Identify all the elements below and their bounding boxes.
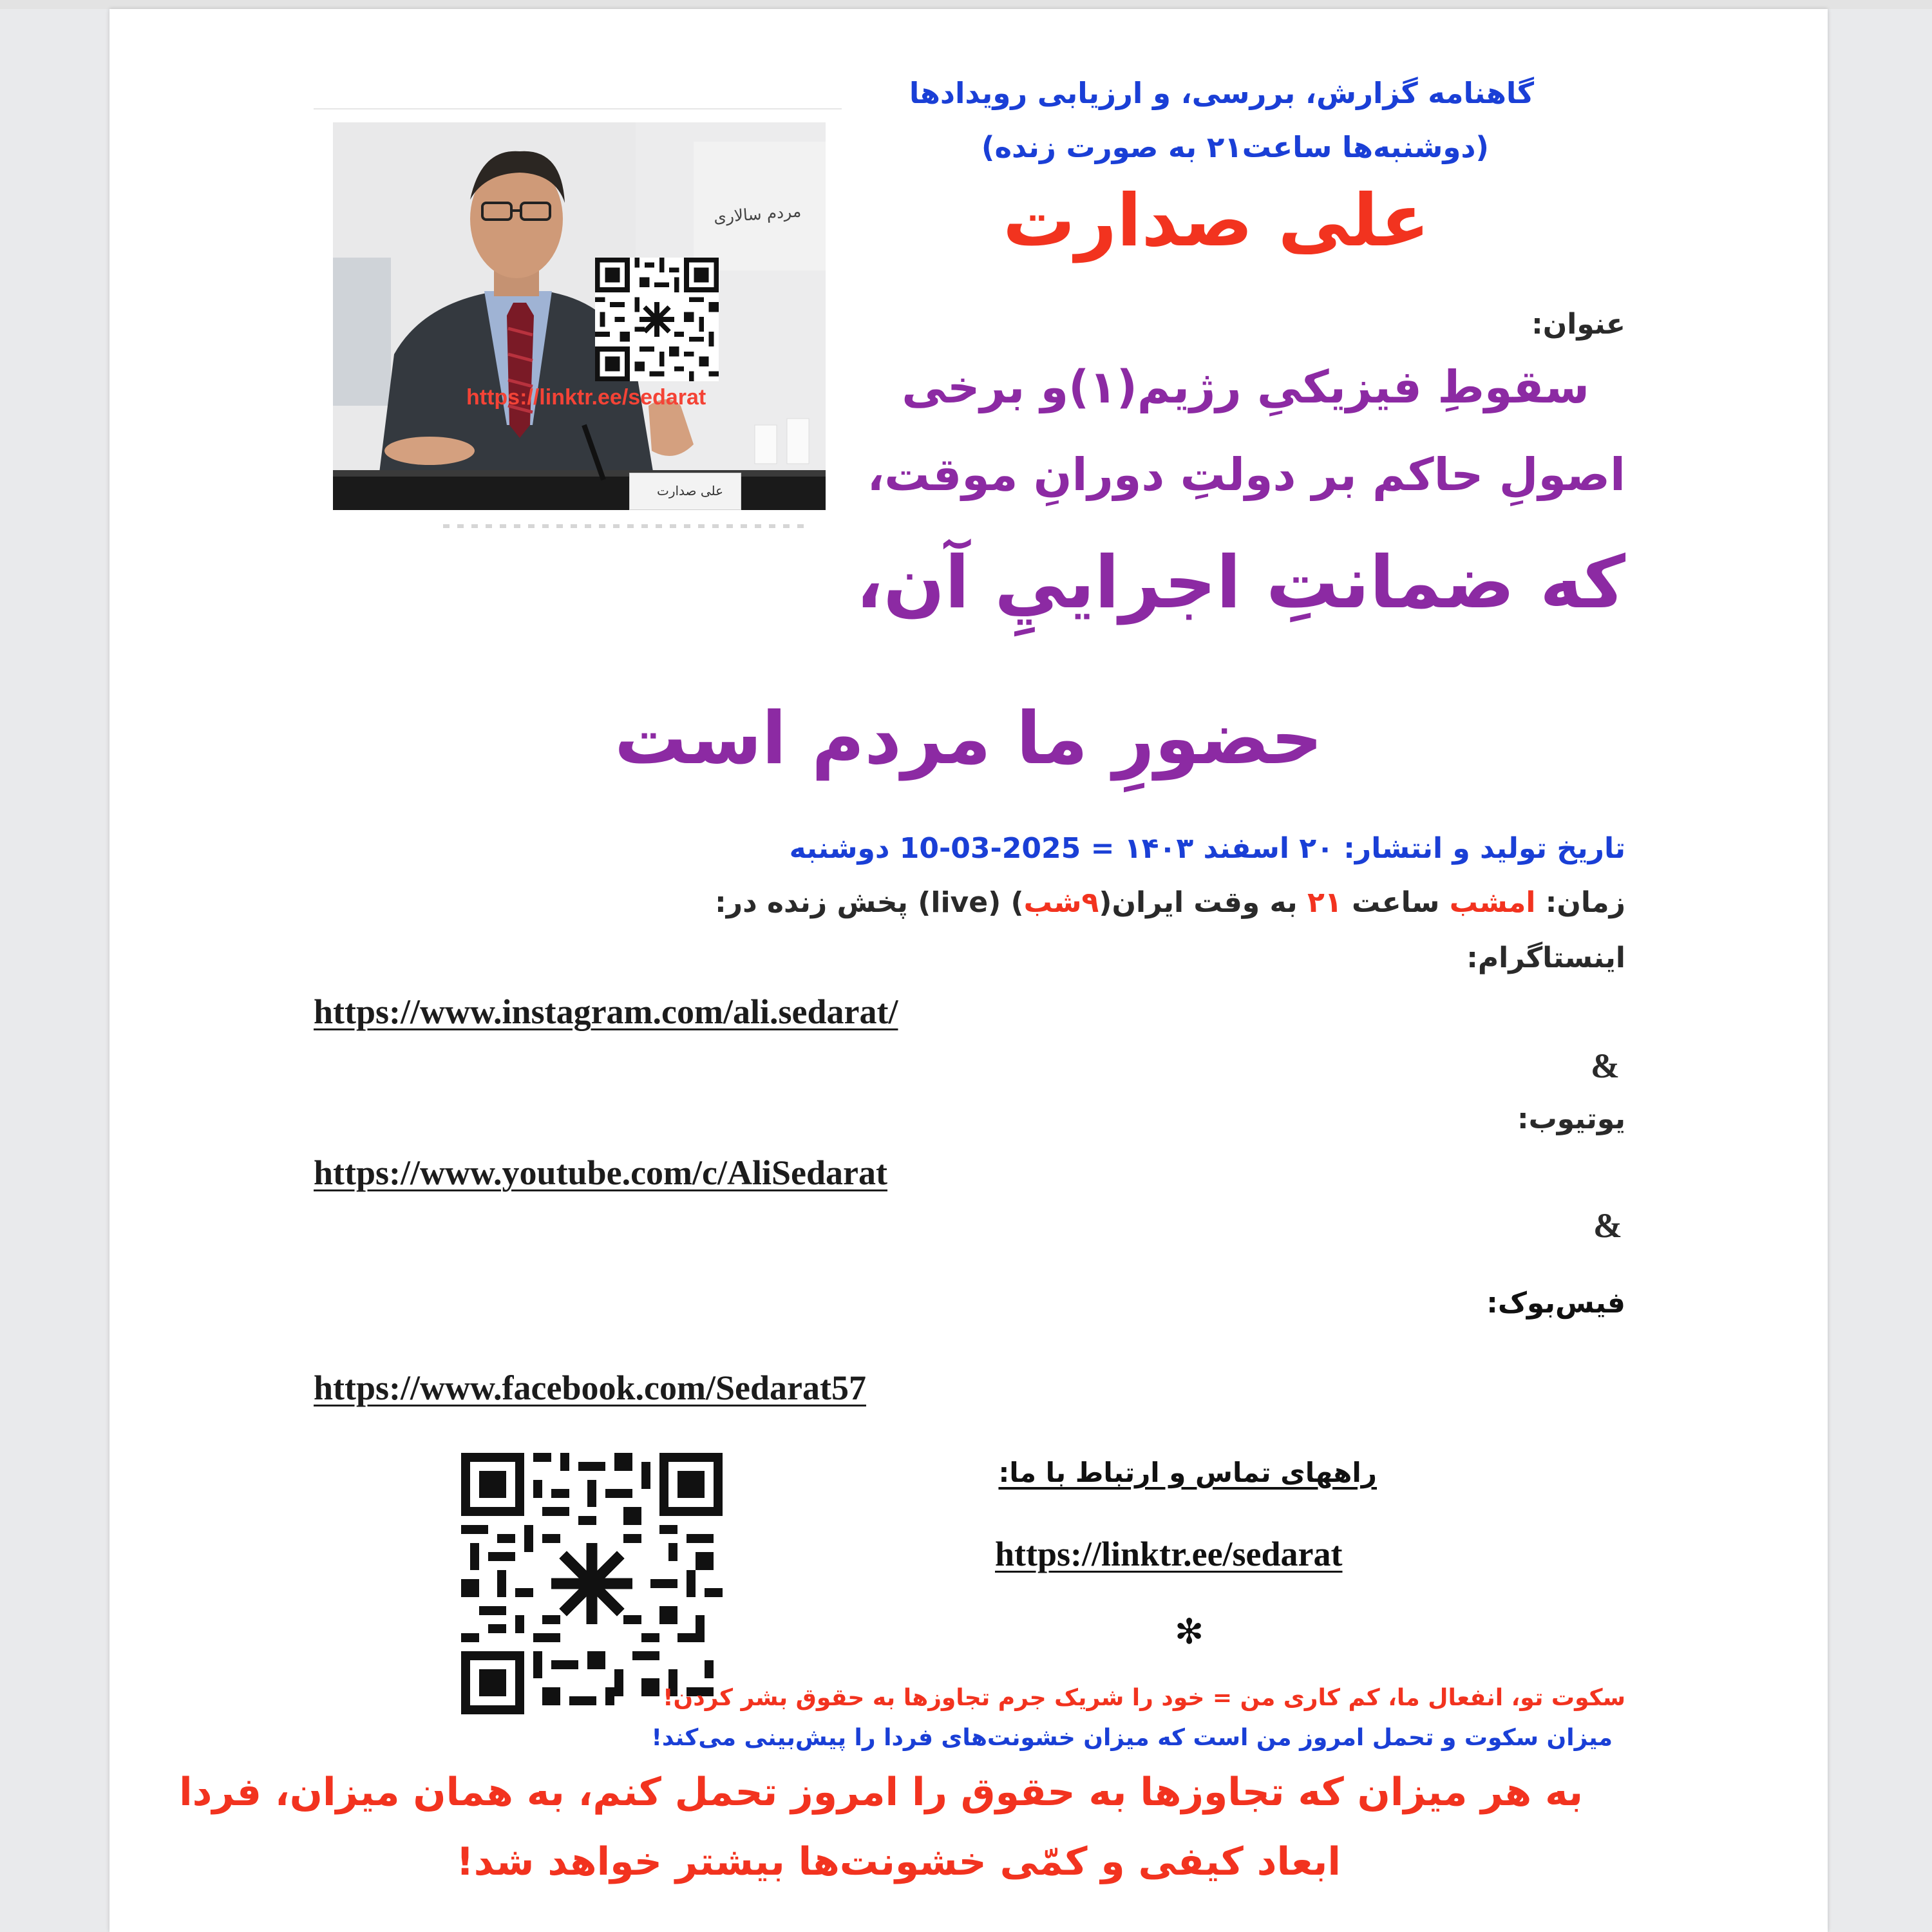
footer-line-4: ابعاد کیفی و کمّی خشونت‌ها بیشتر خواهد شد! [456, 1839, 1341, 1884]
facebook-link[interactable]: https://www.facebook.com/Sedarat57 [314, 1368, 866, 1407]
ampersand-2: & [1593, 1206, 1622, 1245]
title-line-1: سقوطِ فیزیکیِ رژیم(۱)و برخی [902, 361, 1589, 413]
footer-line-3: به هر میزان که تجاوزها به حقوق را امروز تحمل کنم، به همان میزان، فردا [179, 1770, 1583, 1815]
photo-caption-faint [443, 524, 804, 528]
instagram-link[interactable]: https://www.instagram.com/ali.sedarat/ [314, 992, 898, 1031]
contact-label: راههای تماس و ارتباط با ما: [998, 1457, 1377, 1488]
author-name: علی صدارت [1003, 179, 1430, 263]
header-line-2: (دوشنبه‌ها ساعت۲۱ به صورت زنده) [981, 130, 1489, 164]
photo-qr-code [595, 258, 719, 381]
photo-rule [314, 108, 842, 109]
star-separator: ✻ [1175, 1611, 1204, 1652]
footer-line-2: میزان سکوت و تحمل امروز من است که میزان خشونت‌های فردا را پیش‌بینی می‌کند! [651, 1725, 1613, 1751]
contact-link[interactable]: https://linktr.ee/sedarat [995, 1535, 1343, 1573]
header-line-1: گاهنامه گزارش، بررسی، و ارزیابی رویدادها [909, 76, 1534, 110]
youtube-label: یوتیوب: [1517, 1103, 1625, 1135]
title-line-2: اصولِ حاکم بر دولتِ دورانِ موقت، [867, 448, 1625, 501]
photo-sign-label: مردم سالاری [713, 202, 802, 227]
ampersand-1: & [1591, 1046, 1620, 1085]
linktree-qr-code [461, 1453, 723, 1714]
broadcast-time: زمان: امشب ساعت ۲۱ به وقت ایران(۹شب) (live) پخش زنده در: [715, 886, 1625, 919]
photo-overlay-url: https://linktr.ee/sedarat [466, 385, 706, 410]
footer-line-1: سکوت تو، انفعال ما، کم کاری من = خود را شریک جرم تجاوزها به حقوق بشر کردن! [663, 1685, 1625, 1711]
title-label: عنوان: [1531, 308, 1625, 341]
title-line-4: حضورِ ما مردم است [614, 697, 1323, 781]
youtube-link[interactable]: https://www.youtube.com/c/AliSedarat [314, 1153, 887, 1192]
author-photo [333, 122, 826, 510]
window-top-bar [0, 0, 1932, 9]
title-line-3: که ضمانتِ اجرایيِ آن، [855, 541, 1625, 625]
photo-name-card-label: علی صدارت [657, 483, 724, 498]
facebook-label: فیس‌بوک: [1486, 1287, 1625, 1320]
instagram-label: اینستاگرام: [1466, 942, 1625, 974]
publication-date: تاریخ تولید و انتشار: ۲۰ اسفند ۱۴۰۳ = 2025-03-10 دوشنبه [789, 832, 1625, 865]
